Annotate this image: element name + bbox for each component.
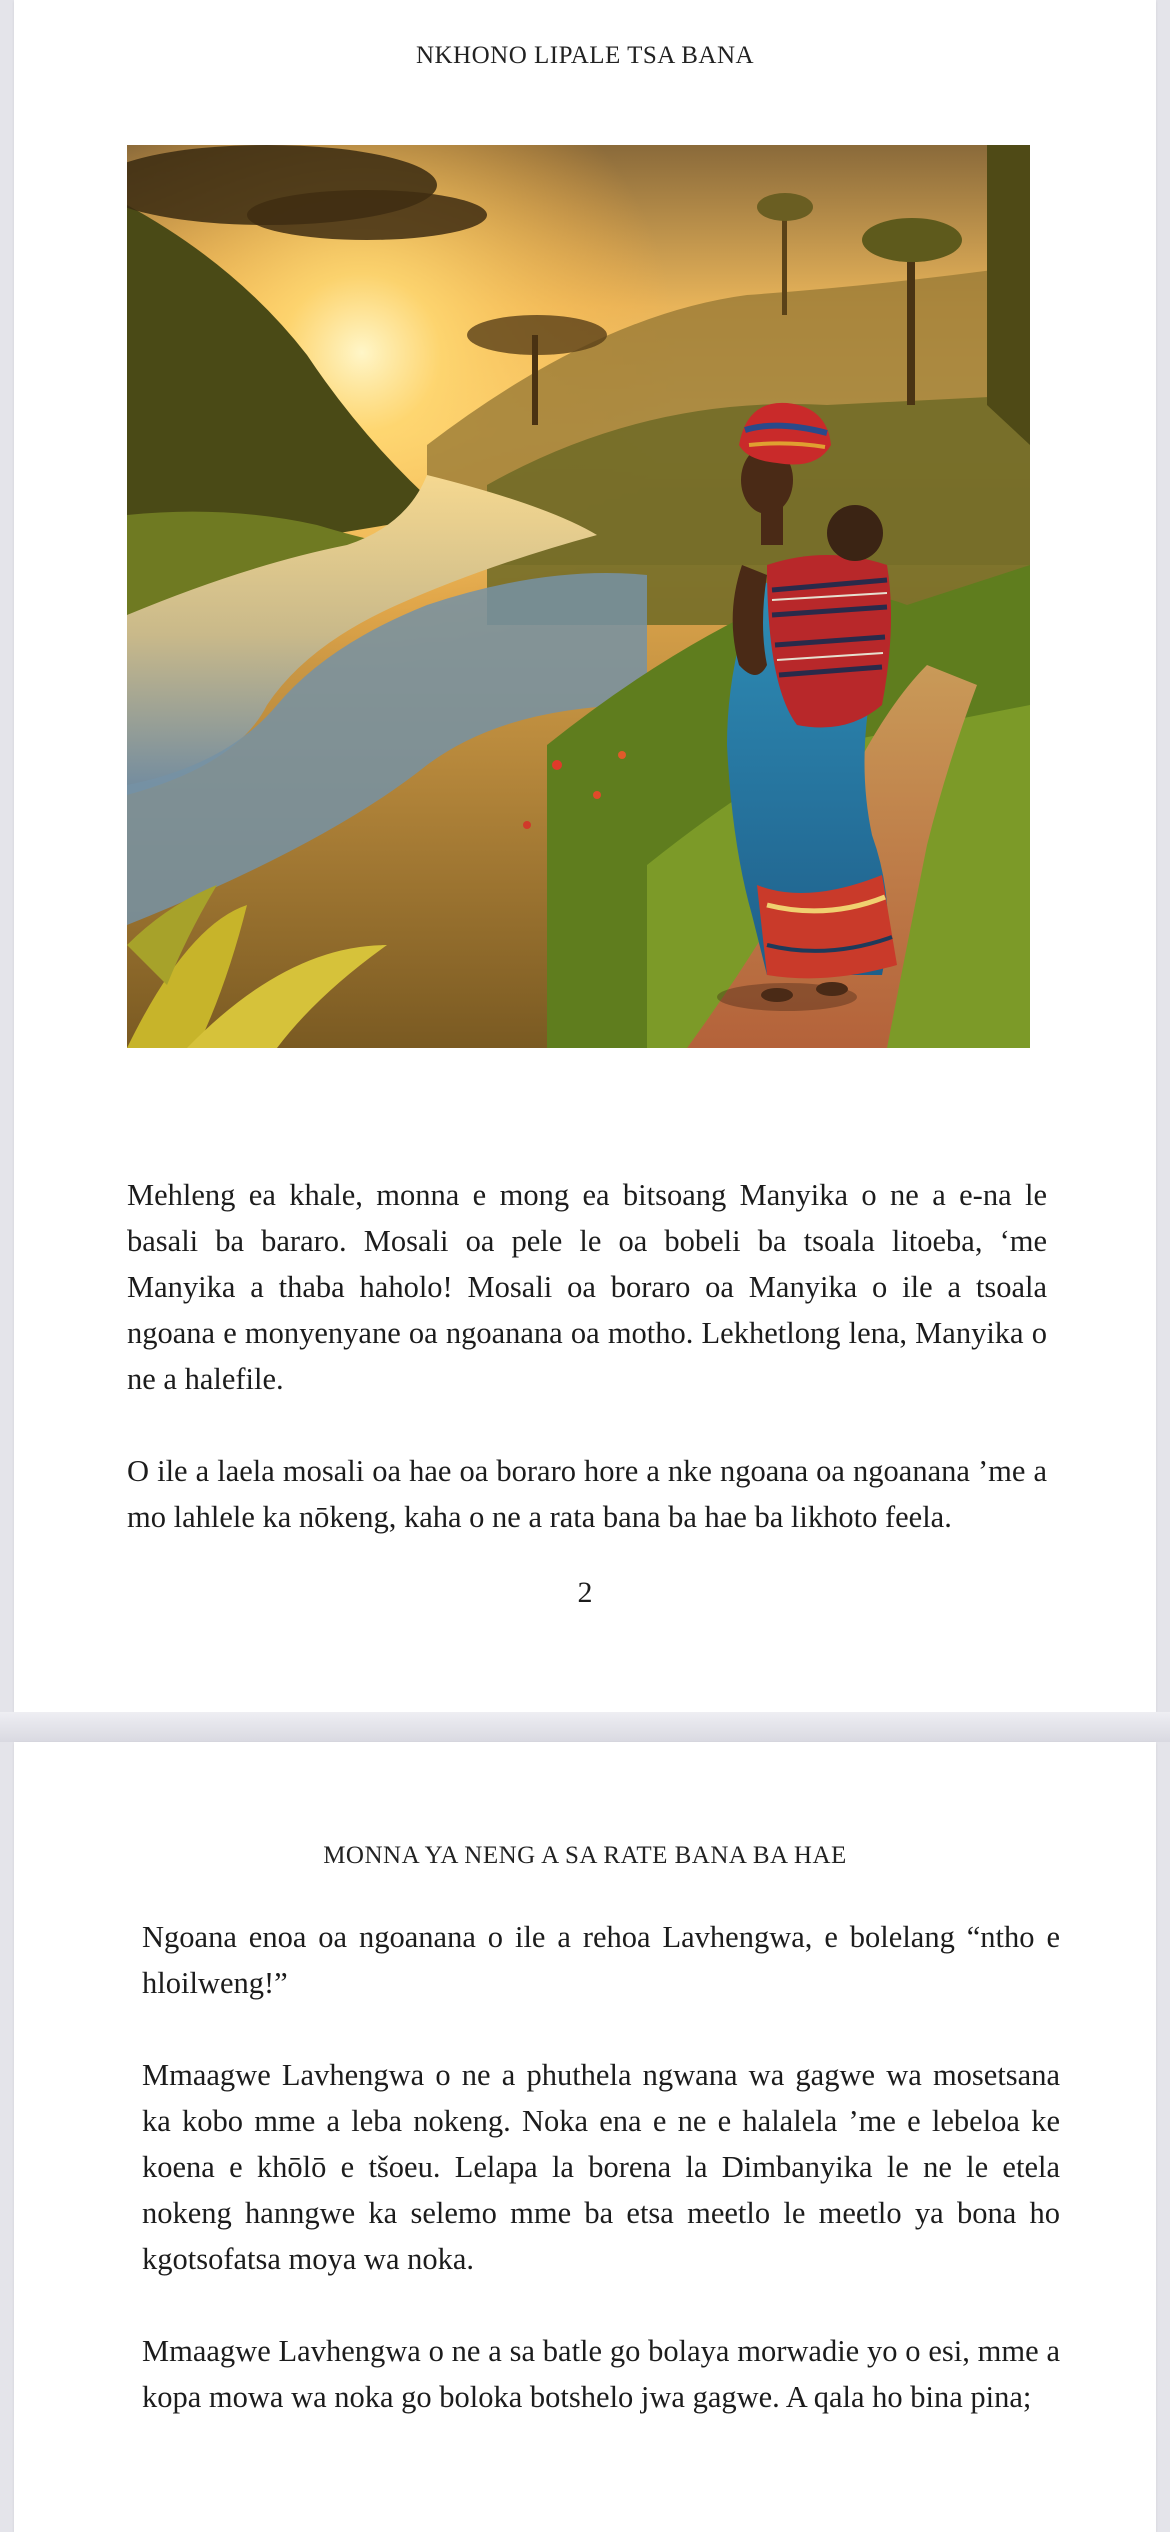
book-page-2	[14, 1742, 1156, 2532]
page-number: 2	[577, 1576, 593, 1609]
story-text	[142, 1914, 1060, 2420]
story-text	[127, 1172, 1047, 1540]
page-separator	[0, 1712, 1170, 1742]
paragraph: Mmaagwe Lavhengwa o ne a sa batle go bolaya morwadie yo o esi, mme a kopa mowa wa noka go boloka botshelo jwa gagwe. A qala ho bina pina;	[142, 2334, 1060, 2414]
paragraph: Mmaagwe Lavhengwa o ne a phuthela ngwana wa gagwe wa mosetsana ka kobo mme a leba nokeng. Noka ena e ne e halalela ’me e lebeloa ke koena e khōlō e tšoeu. Lelapa la borena la Dimbanyika le ne le etela nokeng hanngwe ka selemo mme ba etsa meetlo le meetlo ya bona ho kgotsofatsa moya wa noka.	[142, 2058, 1060, 2276]
story-illustration	[127, 145, 1030, 1048]
paragraph: Ngoana enoa oa ngoanana o ile a rehoa Lavhengwa, e bolelang “ntho e hloilweng!”	[142, 1920, 1060, 2000]
running-head: NKHONO LIPALE TSA BANA	[415, 42, 755, 69]
paragraph: O ile a laela mosali oa hae oa boraro hore a nke ngoana oa ngoanana ’me a mo lahlele ka nōkeng, kaha o ne a rata bana ba hae ba likhoto feela.	[127, 1454, 1047, 1534]
running-head: MONNA YA NENG A SA RATE BANA BA HAE	[323, 1842, 847, 1869]
paragraph: Mehleng ea khale, monna e mong ea bitsoang Manyika o ne a e-na le basali ba bararo. Mosali oa pele le oa bobeli ba tsoala litoeba, ‘me Manyika a thaba haholo! Mosali oa boraro oa Manyika o ile a tsoala ngoana e monyenyane oa ngoanana oa motho. Lekhetlong lena, Manyika o ne a halefile.	[127, 1178, 1047, 1396]
book-page-1	[14, 0, 1156, 1712]
